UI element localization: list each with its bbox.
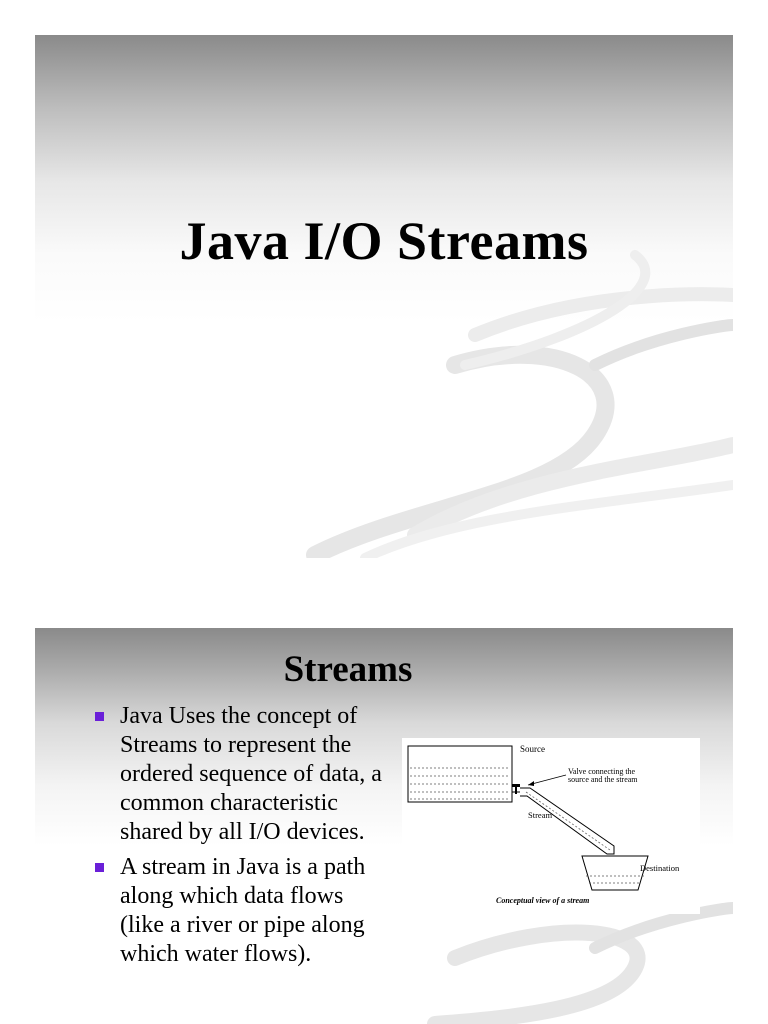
bullet-text: A stream in Java is a path along which data flows (like a river or pipe along which water flows). — [120, 854, 366, 967]
label-valve-line2: source and the stream — [568, 775, 638, 784]
swoosh-decoration — [35, 35, 733, 558]
stream-diagram-illustration — [402, 738, 700, 914]
list-item — [93, 853, 393, 969]
stream-diagram — [402, 738, 700, 914]
label-valve-line1: Valve connecting the — [568, 767, 636, 776]
label-stream: Stream — [528, 810, 553, 820]
label-destination: Destination — [640, 863, 680, 873]
slide-title-heading: Java I/O Streams — [179, 211, 589, 271]
square-bullet-icon — [95, 863, 104, 872]
bullet-text: Java Uses the concept of Streams to represent the ordered sequence of data, a common characteristic shared by all I/O devices. — [120, 703, 382, 845]
square-bullet-icon — [95, 712, 104, 721]
list-item — [93, 702, 393, 847]
label-source: Source — [520, 744, 545, 754]
bullet-list — [93, 702, 393, 975]
figure-caption: Conceptual view of a stream — [496, 896, 590, 905]
slide-streams — [35, 628, 733, 1024]
slide-title — [35, 35, 733, 558]
slide-heading: Streams — [283, 649, 413, 690]
